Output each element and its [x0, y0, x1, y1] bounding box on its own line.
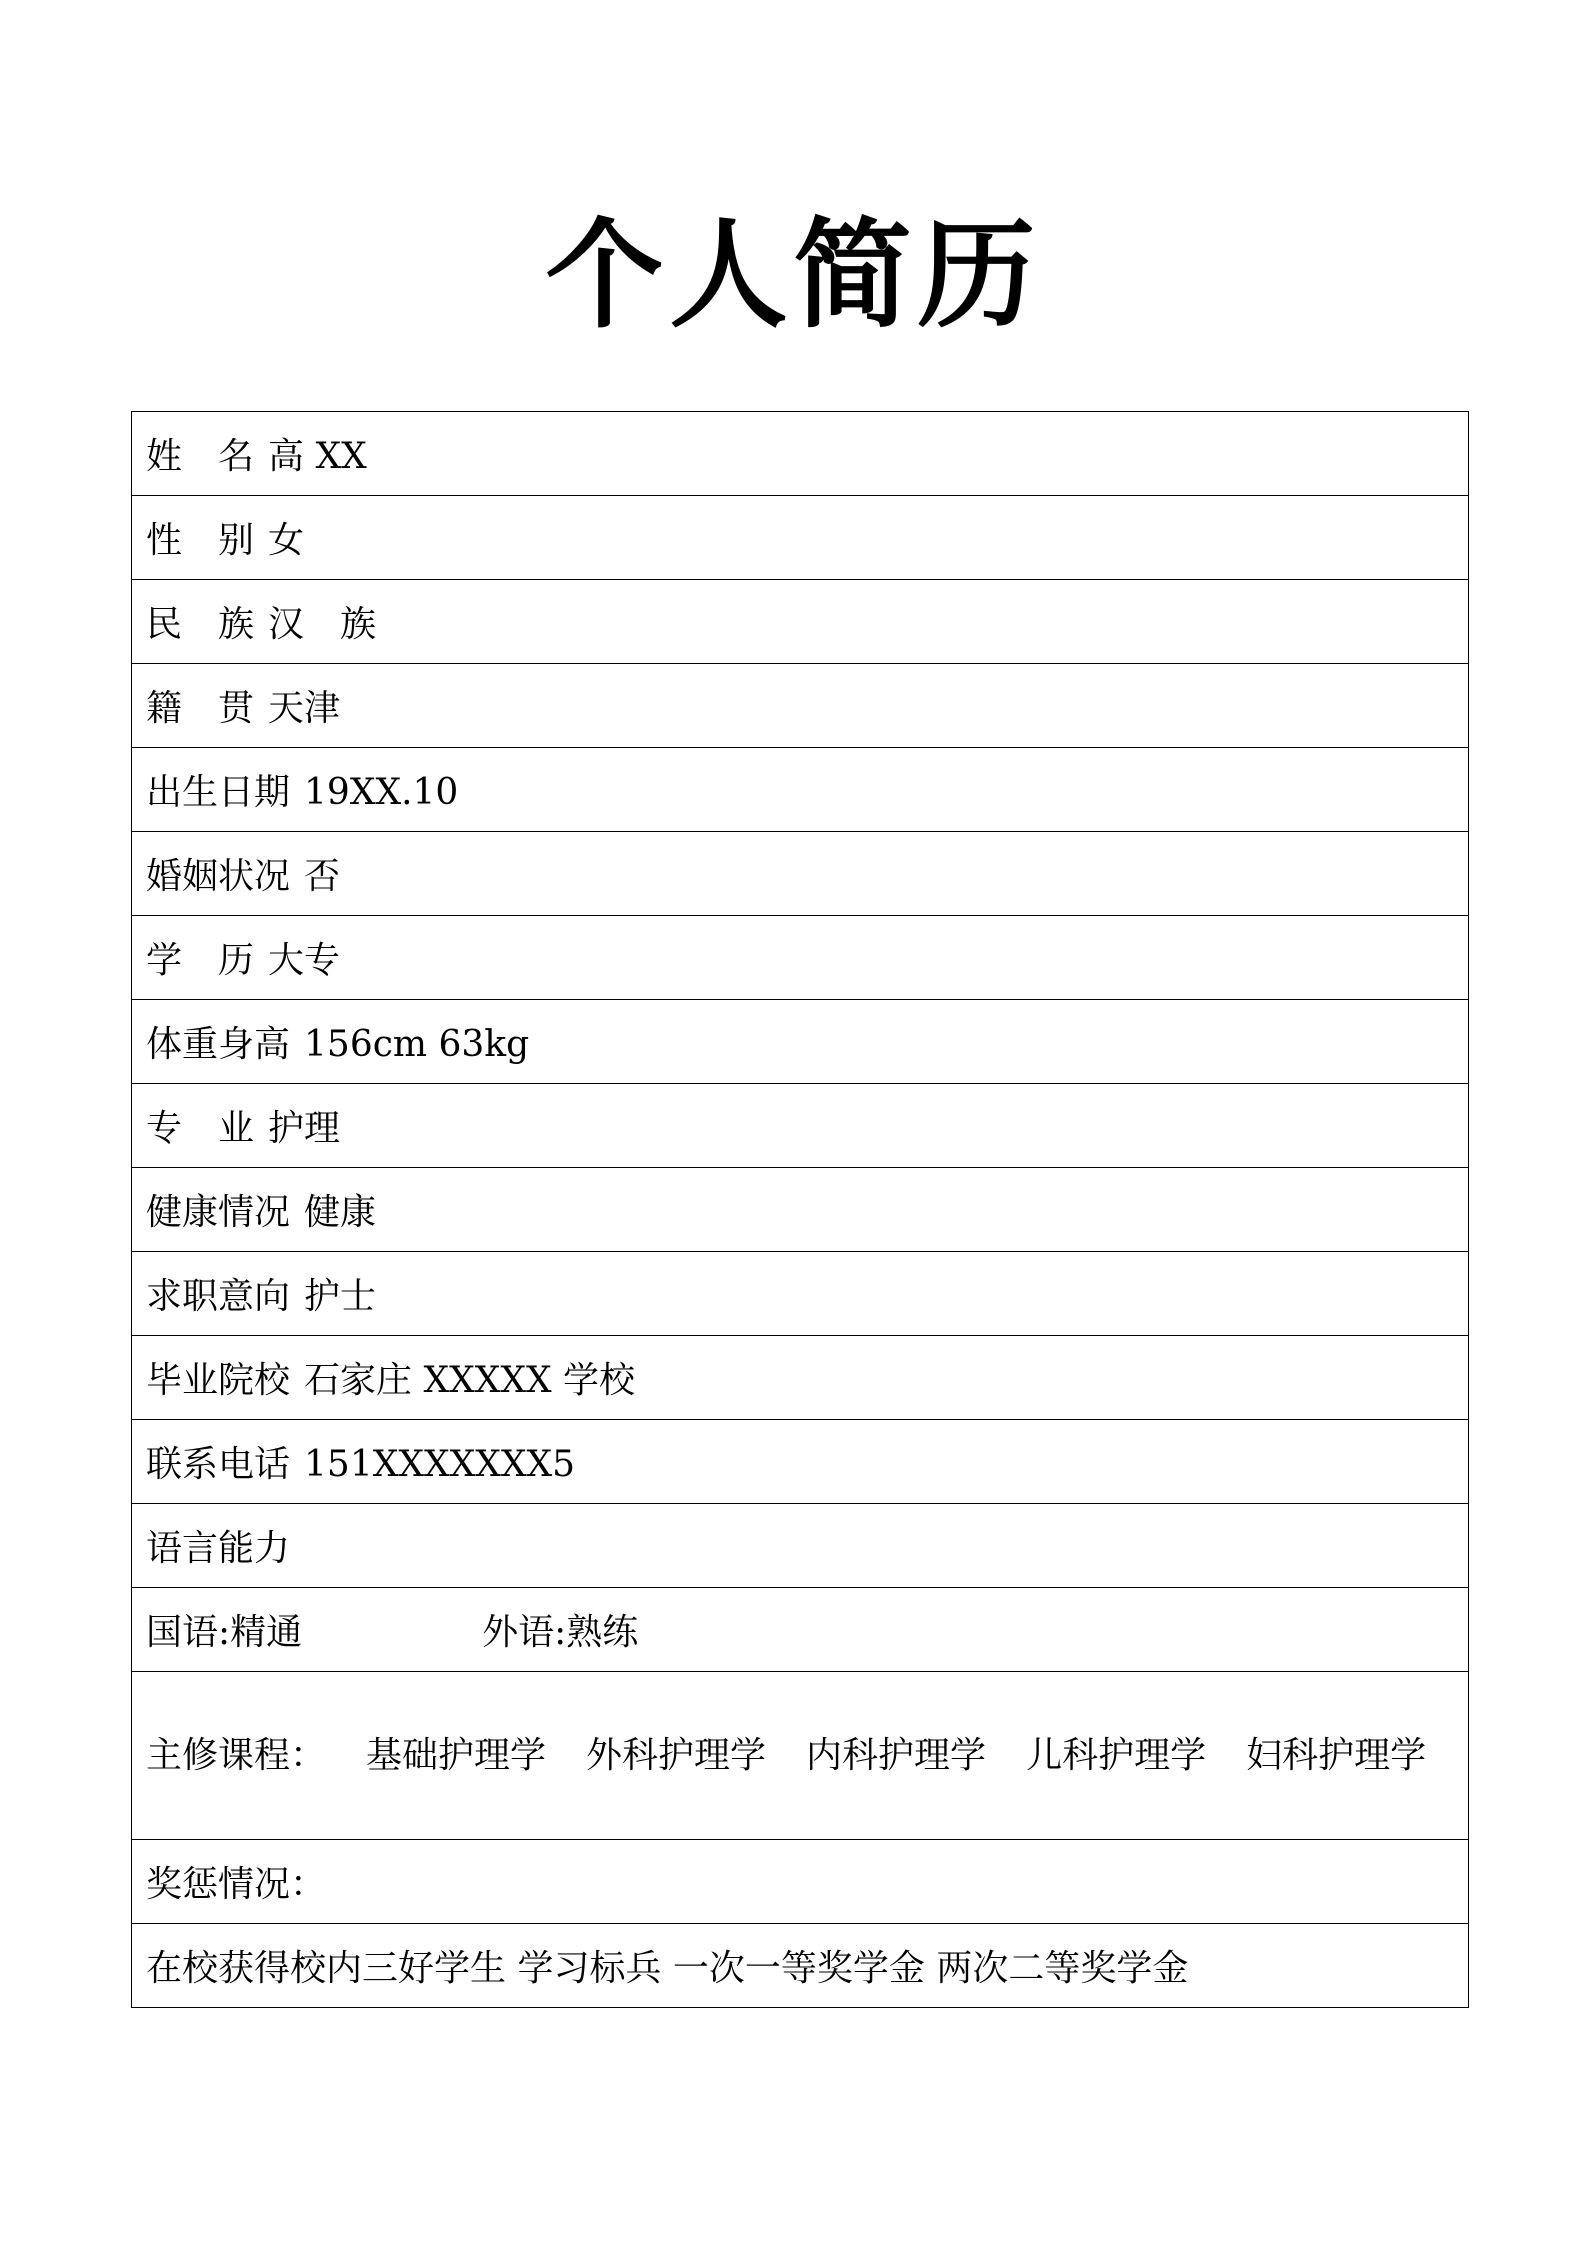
course-item: 外科护理学	[586, 1734, 767, 1776]
language-heading-cell	[132, 1504, 1469, 1588]
health-cell	[132, 1168, 1469, 1252]
marital-status-label: 婚姻状况	[146, 856, 291, 897]
table-row-health	[132, 1168, 1469, 1252]
course-item: 妇科护理学	[1246, 1734, 1427, 1776]
table-row-phone	[132, 1420, 1469, 1504]
health-value: 健康	[304, 1192, 377, 1233]
table-row-birth-date	[132, 748, 1469, 832]
name-value: 高 XX	[268, 436, 367, 477]
course-item: 儿科护理学	[1026, 1734, 1207, 1776]
table-row-language-detail	[132, 1588, 1469, 1672]
gender-cell	[132, 496, 1469, 580]
foreign-language-level: 外语:熟练	[482, 1612, 639, 1653]
major-cell	[132, 1084, 1469, 1168]
course-item: 内科护理学	[806, 1734, 987, 1776]
awards-heading: 奖惩情况：	[146, 1864, 327, 1905]
school-cell	[132, 1336, 1469, 1420]
education-cell	[132, 916, 1469, 1000]
courses-cell	[132, 1672, 1469, 1840]
table-row-awards-detail	[132, 1924, 1469, 2008]
school-label: 毕业院校	[146, 1360, 291, 1401]
resume-table	[131, 411, 1469, 2008]
marital-status-cell	[132, 832, 1469, 916]
table-row-major	[132, 1084, 1469, 1168]
table-row-awards-heading	[132, 1840, 1469, 1924]
height-weight-label: 体重身高	[146, 1024, 291, 1065]
health-label: 健康情况	[146, 1192, 291, 1233]
language-detail-cell	[132, 1588, 1469, 1672]
course-item: 基础护理学	[366, 1734, 547, 1776]
page-title: 个人简历	[545, 206, 1042, 344]
native-place-value: 天津	[268, 688, 341, 729]
table-row-school	[132, 1336, 1469, 1420]
ethnicity-cell	[132, 580, 1469, 664]
table-row-native-place	[132, 664, 1469, 748]
birth-date-cell	[132, 748, 1469, 832]
table-row-height-weight	[132, 1000, 1469, 1084]
marital-status-value: 否	[304, 856, 341, 897]
native-place-cell	[132, 664, 1469, 748]
table-row-gender	[132, 496, 1469, 580]
awards-detail-cell	[132, 1924, 1469, 2008]
height-weight-cell	[132, 1000, 1469, 1084]
table-row-marital-status	[132, 832, 1469, 916]
table-row-name	[132, 412, 1469, 496]
table-row-job-intention	[132, 1252, 1469, 1336]
height-weight-value: 156cm 63kg	[304, 1024, 530, 1065]
table-row-education	[132, 916, 1469, 1000]
name-label: 姓 名	[146, 436, 255, 477]
job-intention-cell	[132, 1252, 1469, 1336]
name-cell	[132, 412, 1469, 496]
major-label: 专 业	[146, 1108, 255, 1149]
school-value: 石家庄 XXXXX 学校	[304, 1360, 636, 1401]
gender-value: 女	[268, 520, 305, 561]
gender-label: 性 别	[146, 520, 255, 561]
job-intention-label: 求职意向	[146, 1276, 291, 1317]
table-row-language-heading	[132, 1504, 1469, 1588]
native-place-label: 籍 贯	[146, 688, 255, 729]
awards-text: 在校获得校内三好学生 学习标兵 一次一等奖学金 两次二等奖学金	[146, 1948, 1189, 1989]
mandarin-level: 国语:精通	[146, 1612, 303, 1653]
ethnicity-value: 汉 族	[268, 604, 377, 645]
courses-label: 主修课程：	[146, 1734, 327, 1776]
job-intention-value: 护士	[304, 1276, 377, 1317]
education-value: 大专	[268, 940, 341, 981]
birth-date-label: 出生日期	[146, 772, 291, 813]
major-value: 护理	[268, 1108, 341, 1149]
phone-value: 151XXXXXXX5	[304, 1444, 576, 1485]
table-row-courses	[132, 1672, 1469, 1840]
awards-heading-cell	[132, 1840, 1469, 1924]
phone-label: 联系电话	[146, 1444, 291, 1485]
education-label: 学 历	[146, 940, 255, 981]
ethnicity-label: 民 族	[146, 604, 255, 645]
table-row-ethnicity	[132, 580, 1469, 664]
language-heading: 语言能力	[146, 1528, 291, 1569]
phone-cell	[132, 1420, 1469, 1504]
birth-date-value: 19XX.10	[304, 772, 459, 813]
